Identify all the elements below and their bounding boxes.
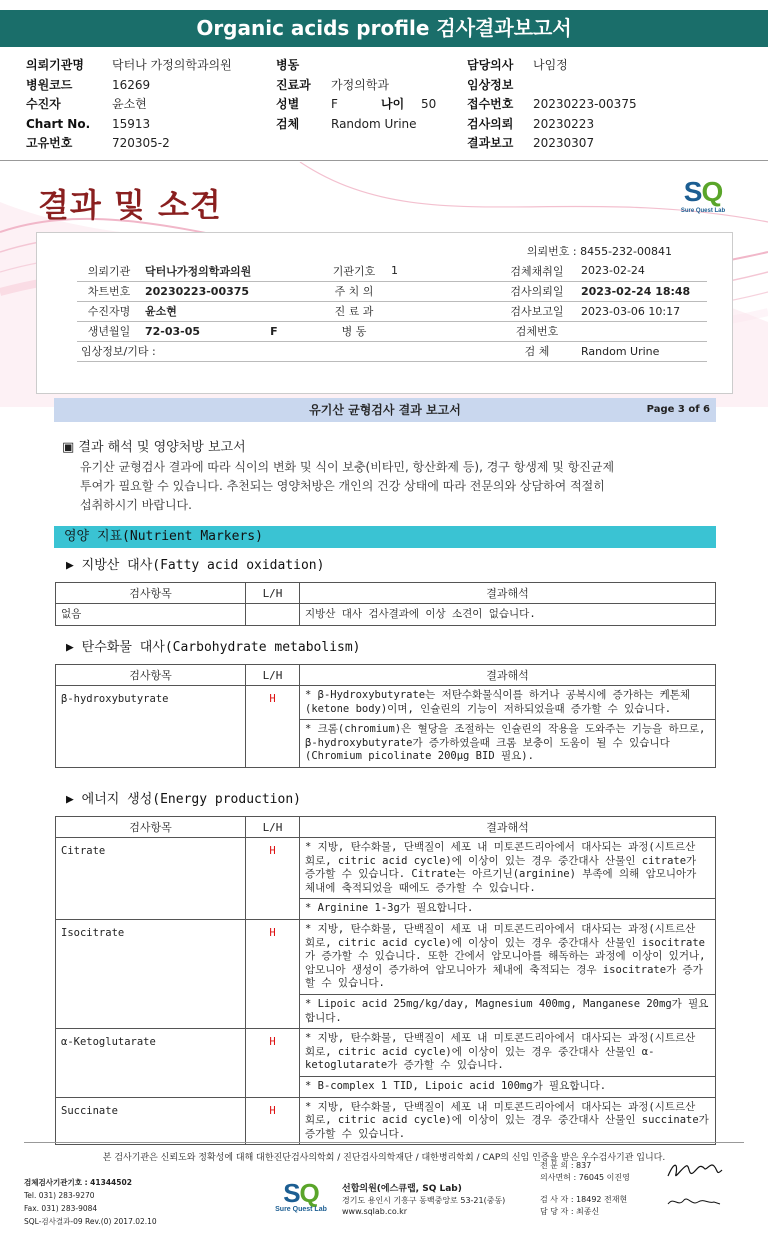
lh-flag: H [246,1097,300,1145]
card-label: 검체채취일 [497,261,577,281]
col-header-interpretation: 결과해석 [300,583,716,604]
request-number: 의뢰번호 : 8455-232-00841 [526,245,672,258]
info-value: 나임정 [533,58,568,72]
lab-contact [24,1176,157,1228]
footer-sq-logo [272,1180,330,1213]
info-label: 결과보고 [467,136,514,151]
card-label: 진 료 과 [321,301,387,321]
col-header-lh: L/H [246,665,300,686]
card-value: 1 [387,261,497,281]
card-label: 검 체 [497,341,577,361]
info-value: 닥터나 가정의학과의원 [112,58,232,72]
lab-tel: Tel. 031) 283-9270 [24,1191,95,1200]
card-label: 검사보고일 [497,301,577,321]
signatories [540,1160,630,1218]
info-label: 검사의뢰 [467,116,514,131]
patient-info-table [77,261,707,362]
nutrient-markers-bar: 영양 지표(Nutrient Markers) [54,526,716,548]
birth-date: 72-03-05 [145,324,201,338]
card-label: 검사의뢰일 [497,281,577,301]
card-label: 기관기호 [321,261,387,281]
test-item-name: 없음 [56,604,246,626]
card-value [577,321,707,341]
test-item-name: α-Ketoglutarate [56,1029,246,1097]
logo-mark-s: S [283,1178,300,1208]
intro-line: 섭취하시기 바랍니다. [80,498,192,512]
info-value: 720305-2 [112,136,170,151]
results-title: 결과 및 소견 [38,186,222,224]
logo-mark-q: Q [299,1178,319,1208]
table-row [56,919,716,994]
col-header-item: 검사항목 [56,665,246,686]
header-divider [0,160,768,161]
info-label: 검체 [276,116,300,131]
logo-caption: Sure Quest Lab [275,1206,327,1213]
table-row [56,1029,716,1077]
info-col-2 [276,56,436,134]
table-header-row [56,583,716,604]
info-label: Chart No. [26,116,91,131]
info-value: 가정의학과 [331,77,389,92]
card-row [77,321,707,341]
tester-signature [664,1190,724,1212]
table-header-row [56,817,716,838]
card-label: 검체번호 [497,321,577,341]
card-value: 2023-03-06 10:17 [577,301,707,321]
interpretation-note: * B-complex 1 TID, Lipoic acid 100mg가 필요합니다. [300,1076,716,1097]
col-header-interpretation: 결과해석 [300,665,716,686]
table-header-row [56,665,716,686]
logo-mark-s: S [683,176,702,207]
section-title-energy: ▶ 에너지 생성(Energy production) [66,792,301,807]
intro-line: 투여가 필요할 수 있습니다. 추천되는 영양처방은 개인의 건강 상태에 따라 전문의와 상담하여 적절히 [80,479,605,493]
interpretation-note: * 지방, 탄수화물, 단백질이 세포 내 미토콘드리아에서 대사되는 과정(시트르산 회로, citric acid cycle)에 이상이 있는 경우 중간대사 산물인 succinate가 증가할 수 있습니다. [300,1097,716,1145]
logo-mark-q: Q [701,176,723,207]
card-label: 임상정보/기타 : [77,341,321,361]
interpretation-note: 지방산 대사 검사결과에 이상 소견이 없습니다. [300,604,716,626]
card-label: 수진자명 [77,301,141,321]
lab-code: 검체검사기관기호 : 41344502 [24,1178,132,1187]
lh-flag: H [246,838,300,920]
info-label: 접수번호 [467,97,514,112]
card-label: 생년월일 [77,321,141,341]
card-row [77,341,707,361]
report-section-title: 유기산 균형검사 결과 보고서 [309,403,461,417]
interpretation-note: * Arginine 1-3g가 필요합니다. [300,899,716,920]
table-row [56,838,716,899]
interpretation-note: * 지방, 탄수화물, 단백질이 세포 내 미토콘드리아에서 대사되는 과정(시트르산 회로, citric acid cycle)에 이상이 있는 경우 중간대사 산물인 citrate가 증가할 수 있습니다. Citrate는 아르기닌(arginine) 부족에 의해 암모니아가 체내에 축적되었을 때에도 증가할 수 있습니다. [300,838,716,899]
info-label: 수진자 [26,97,61,112]
col-header-interpretation: 결과해석 [300,817,716,838]
interpretation-note: * β-Hydroxybutyrate는 저탄수화물식이를 하거나 공복시에 증가하는 케톤체(ketone body)이며, 인슐린의 기능이 저하되었을때 증가할 수 있습니다. [300,686,716,720]
doctor-signature [664,1158,724,1184]
info-value: 20230223-00375 [533,97,637,112]
card-value: Random Urine [577,341,707,361]
test-item-name: β-hydroxybutyrate [56,686,246,768]
card-label: 병 동 [321,321,387,341]
sex: F [270,324,278,338]
info-col-1 [26,56,232,154]
lab-website[interactable]: www.sqlab.co.kr [342,1207,408,1216]
tester: 검 사 자 : 18492 전재현 [540,1195,628,1204]
info-value: 윤소현 [112,97,147,112]
form-revision: SQL-검사결과-09 Rev.(0) 2017.02.10 [24,1217,157,1226]
info-label: 나이 [381,97,405,112]
interpretation-note: * 크롬(chromium)은 혈당을 조절하는 인슐린의 작용을 도와주는 기능을 하므로, β-hydroxybutyrate가 증가하였을때 크롬 보충이 도움이 될 수 있습니다(Chromium picolinate 200μg BID 필요). [300,720,716,768]
carbohydrate-table [55,664,716,768]
person-in-charge: 담 당 자 : 최종신 [540,1207,600,1216]
info-label: 진료과 [276,77,311,92]
card-label: 의뢰기관 [77,261,141,281]
card-value: 2023-02-24 [577,261,707,281]
report-title-bar [0,10,768,47]
card-row [77,281,707,301]
info-value: F [331,97,338,112]
test-item-name: Isocitrate [56,919,246,1028]
table-row [56,686,716,720]
interpretation-note: * 지방, 탄수화물, 단백질이 세포 내 미토콘드리아에서 대사되는 과정(시트르산 회로, citric acid cycle)에 이상이 있는 경우 중간대사 산물인 α-ketoglutarate가 증가할 수 있습니다. [300,1029,716,1077]
accreditation-note: 본 검사기관은 신뢰도와 정확성에 대해 대한진단검사의학회 / 진단검사의학재단 / 대한병리학회 / CAP의 신임 인증을 받은 우수검사기관 입니다. [102,1153,666,1163]
card-value [387,321,497,341]
section-title-fatty-acid: ▶ 지방산 대사(Fatty acid oxidation) [66,558,325,573]
info-label: 병동 [276,58,300,72]
lh-flag: H [246,919,300,1028]
info-value: Random Urine [331,116,417,131]
col-header-item: 검사항목 [56,583,246,604]
card-value: 닥터나가정의학과의원 [141,261,321,281]
info-label: 의뢰기관명 [26,58,84,72]
lab-address [342,1184,505,1217]
table-row [56,1097,716,1145]
card-label [321,341,387,361]
lab-street: 경기도 용인시 기흥구 동백중앙로 53-21(중동) [342,1196,506,1205]
card-label: 주 치 의 [321,281,387,301]
card-row [77,261,707,281]
card-value [387,341,497,361]
lh-flag: H [246,686,300,768]
report-section-bar [54,398,716,422]
col-header-lh: L/H [246,817,300,838]
info-value: 16269 [112,77,151,92]
report-title: Organic acids profile 검사결과보고서 [196,16,572,40]
intro-line: 유기산 균형검사 결과에 따라 식이의 변화 및 식이 보충(비타민, 항산화제 등), 경구 항생제 및 항진균제 [80,460,615,474]
lh-flag: H [246,1029,300,1097]
card-value [141,321,321,341]
info-label: 성별 [276,97,300,112]
info-value: 15913 [112,116,151,131]
info-col-3 [467,56,637,154]
energy-table [55,816,716,1145]
card-label: 차트번호 [77,281,141,301]
info-label: 병원코드 [26,77,73,92]
section-title-carbohydrate: ▶ 탄수화물 대사(Carbohydrate metabolism) [66,640,361,655]
info-value: 50 [421,97,437,112]
patient-info-card [36,232,733,394]
col-header-lh: L/H [246,583,300,604]
card-value [387,301,497,321]
table-row [56,604,716,626]
lab-fax: Fax. 031) 283-9084 [24,1204,98,1213]
logo-caption: Sure Quest Lab [680,208,726,214]
card-row [77,301,707,321]
interpretation-text [80,458,700,515]
interpretation-note: * 지방, 탄수화물, 단백질이 세포 내 미토콘드리아에서 대사되는 과정(시트르산 회로, citric acid cycle)에 이상이 있는 경우 중간대사 산물인 isocitrate가 증가할 수 있습니다. 또한 간에서 암모니아를 해독하는 과정에 이상이 있거나, 암모니아 생성이 증가하여 암모니아가 체내에 축적되는 경우 isocitrate가 증가할 수 있습니다. [300,919,716,994]
col-header-item: 검사항목 [56,817,246,838]
test-item-name: Citrate [56,838,246,920]
page-indicator: Page 3 of 6 [646,404,710,415]
info-value: 20230307 [533,136,595,151]
card-value: 2023-02-24 18:48 [577,281,707,301]
card-value: 윤소현 [141,301,321,321]
fatty-acid-table [55,582,716,626]
info-label: 고유번호 [26,136,73,151]
info-label: 임상정보 [467,77,514,92]
footer-divider [24,1142,744,1143]
card-value [387,281,497,301]
lh-flag [246,604,300,626]
interpretation-note: * Lipoic acid 25mg/kg/day, Magnesium 400mg, Manganese 20mg가 필요합니다. [300,994,716,1028]
card-value: 20230223-00375 [141,281,321,301]
sq-lab-logo [673,178,733,220]
test-item-name: Succinate [56,1097,246,1145]
specialist-no: 전 문 의 : 837 [540,1161,592,1170]
lab-name: 선합의원(에스큐랩, SQ Lab) [342,1184,462,1194]
info-value: 20230223 [533,116,595,131]
doctor-license: 의사면허 : 76045 이진영 [540,1173,630,1182]
interpretation-heading: ▣ 결과 해석 및 영양처방 보고서 [62,440,246,455]
info-label: 담당의사 [467,58,514,72]
